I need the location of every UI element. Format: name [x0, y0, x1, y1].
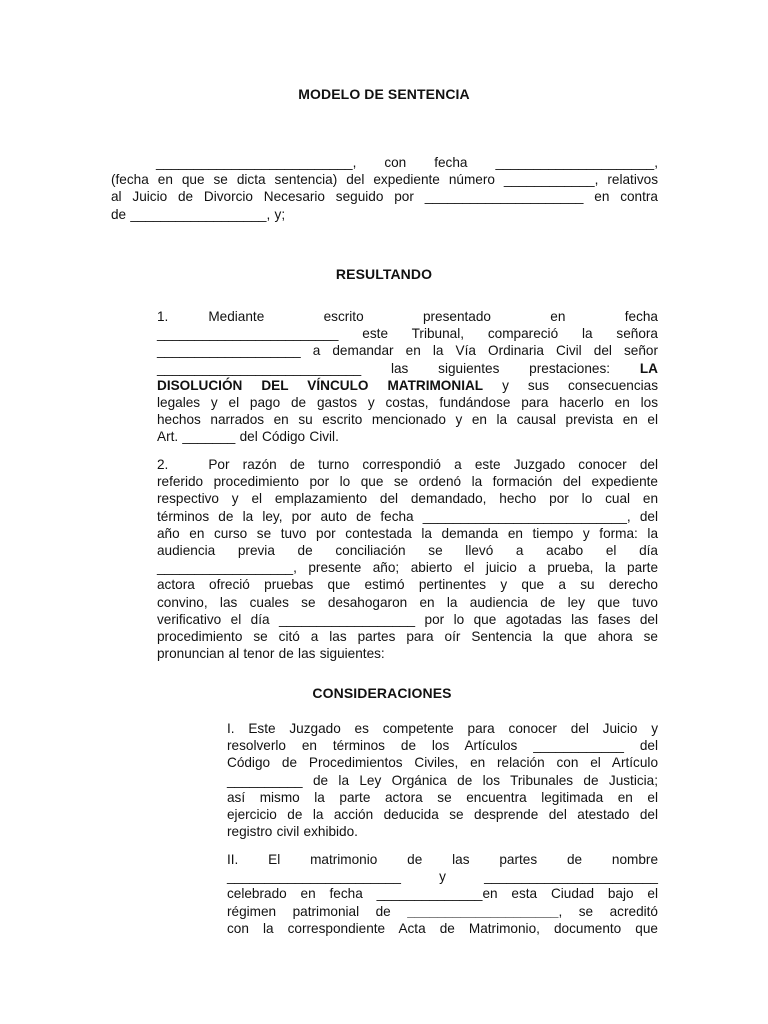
r2-line-1: [157, 456, 658, 473]
r2-number: 2.: [157, 457, 169, 472]
r1-number: 1.: [157, 309, 169, 324]
intro-paragraph: [111, 154, 658, 223]
r2-line-7: __________________, presente año; abierto el juicio a prueba, la parte: [157, 560, 658, 576]
r2-line-8: actora ofreció pruebas que estimó pertinentes y que a su derecho: [157, 577, 658, 593]
c2-regime-blank: ____________________: [407, 903, 559, 919]
c1-line-7: registro civil exhibido.: [227, 824, 358, 840]
r1-line-5-text: y sus consecuencias: [483, 377, 658, 393]
c1-line-5: así mismo la parte actora se encuentra legitimada en el: [227, 789, 658, 805]
intro-line-3: al Juicio de Divorcio Necesario seguido por _____________________ en contra: [111, 189, 658, 205]
r1-line-4-bold: LA: [639, 360, 658, 376]
r2-line-6: audiencia previa de conciliación se llevó a acabo el día: [157, 543, 658, 559]
c2-line-5: con la correspondiente Acta de Matrimonio, documento que: [227, 920, 658, 936]
r1-line-4-text: ___________________________ las siguientes prestaciones:: [157, 360, 611, 376]
r1-line-8: Art. _______ del Código Civil.: [157, 429, 339, 445]
c1-line-6: ejercicio de la acción deducida se desprende del atestado del: [227, 807, 658, 823]
r1-bold-phrase: DISOLUCIÓN DEL VÍNCULO MATRIMONIAL: [157, 377, 484, 393]
intro-line-4: de __________________, y;: [111, 206, 286, 222]
c2-line-4-end: , se acreditó: [558, 903, 658, 919]
consideraciones-paragraph-1: [227, 720, 658, 840]
intro-line-1: __________________________, con fecha _____________________,: [156, 155, 658, 170]
document-title: MODELO DE SENTENCIA: [298, 86, 470, 102]
r2-line-9: convino, las cuales se desahogaron en la audiencia de ley que tuvo: [157, 594, 658, 610]
r2-line-3: respectivo y el emplazamiento del demandado, hecho por lo cual en: [157, 491, 658, 507]
r1-line-6: legales y el pago de gastos y costas, fundándose para hacerlo en los: [157, 395, 658, 411]
r1-line-7: hechos narrados en su escrito mencionado y en la causal prevista en el: [157, 412, 658, 428]
consideraciones-paragraph-2: [227, 851, 658, 937]
r2-line-1-text: Por razón de turno correspondió a este Juzgado conocer del: [208, 457, 658, 472]
c2-line-4: [227, 903, 658, 920]
r2-line-12: pronuncian al tenor de las siguientes:: [157, 646, 385, 662]
r1-line-1: [157, 308, 658, 325]
c1-line-4: __________ de la Ley Orgánica de los Tribunales de Justicia;: [227, 772, 658, 788]
r2-line-5: año en curso se tuvo por contestada la demanda en tiempo y forma: la: [157, 525, 658, 541]
c1-line-2: resolverlo en términos de los Artículos ____________ del: [227, 738, 658, 754]
resultando-paragraph-2: [157, 456, 658, 662]
c2-line-2: _______________________ y _______________________: [227, 869, 658, 885]
intro-line-2: (fecha en que se dicta sentencia) del expediente número ____________, relativos: [111, 172, 658, 188]
r2-line-4: términos de la ley, por auto de fecha ___________________________, del: [157, 508, 658, 524]
r2-line-11: procedimiento se citó a las partes para oír Sentencia la que ahora se: [157, 629, 658, 645]
r2-line-2: referido procedimiento por lo que se ordenó la formación del expediente: [157, 474, 658, 490]
r2-line-10: verificativo el día __________________ por lo que agotadas las fases del: [157, 611, 658, 627]
c2-line-4-text: régimen patrimonial de: [227, 903, 408, 919]
resultando-heading: RESULTANDO: [335, 266, 433, 282]
c2-line-1: II. El matrimonio de las partes de nombre: [227, 852, 658, 867]
r1-line-5: [157, 377, 658, 394]
resultando-paragraph-1: [157, 308, 658, 446]
r1-line-1-text: Mediante escrito presentado en fecha: [208, 309, 658, 324]
r1-line-2: ________________________ este Tribunal, compareció la señora: [157, 326, 658, 342]
c2-line-3: celebrado en fecha ______________en esta Ciudad bajo el: [227, 886, 658, 902]
r1-line-3: ___________________ a demandar en la Vía Ordinaria Civil del señor: [157, 343, 658, 359]
c1-line-1: I. Este Juzgado es competente para conocer del Juicio y: [227, 721, 658, 736]
c1-line-3: Código de Procedimientos Civiles, en relación con el Artículo: [227, 755, 658, 771]
consideraciones-heading: CONSIDERACIONES: [312, 685, 452, 701]
r1-line-4: [157, 360, 658, 377]
